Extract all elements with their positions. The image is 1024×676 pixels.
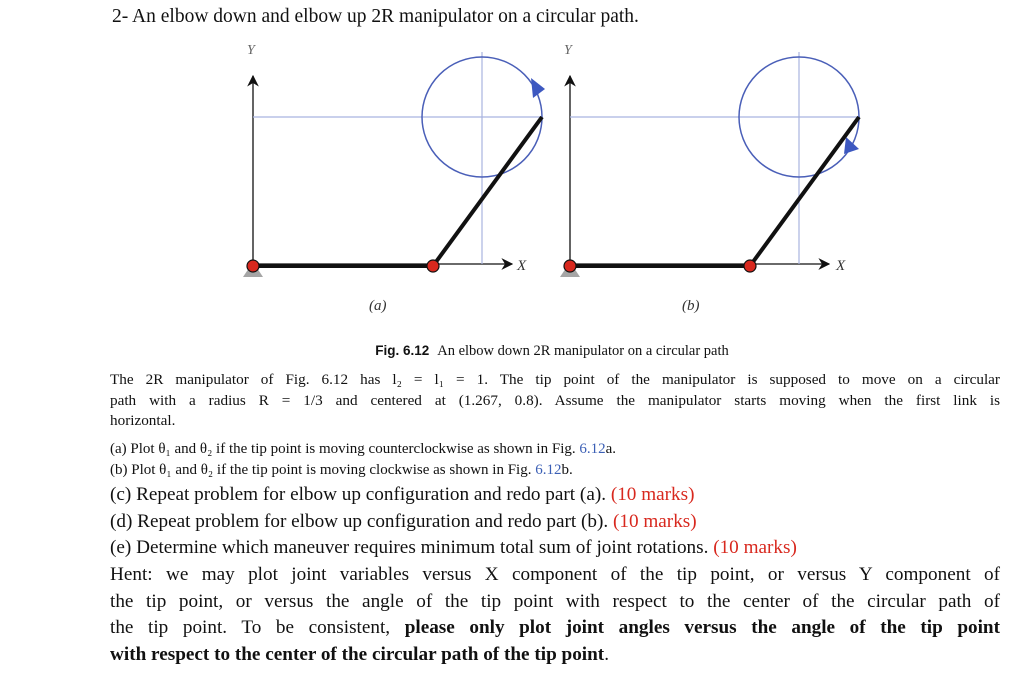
part-e-marks: (10 marks) [713, 537, 797, 558]
part-a [110, 441, 616, 458]
part-b-figure-link[interactable]: 6.12 [535, 462, 562, 478]
hint-line-3 [110, 615, 1000, 642]
joint-2-a [427, 260, 439, 272]
direction-arrow-cw-icon [844, 137, 859, 154]
hint-line-3-plain: the tip point. To be consistent, [110, 617, 391, 638]
hint-line-1: Hent: we may plot joint variables versus X component of the tip point, or versus Y component of [110, 564, 1000, 585]
part-c-text: (c) Repeat problem for elbow up configuration and redo part (a). [110, 484, 607, 505]
panel-label-a: (a) [369, 298, 387, 314]
panel-a [243, 43, 545, 314]
x-axis-label-a: X [517, 258, 527, 274]
joint-1-a [247, 260, 259, 272]
part-e-text: (e) Determine which maneuver requires minimum total sum of joint rotations. [110, 537, 709, 558]
caption-text: An elbow down 2R manipulator on a circular path [437, 343, 729, 359]
x-axis-label-b: X [836, 258, 846, 274]
link-2-a [433, 117, 542, 266]
part-b-text: (b) Plot θ₁ and θ₂ if the tip point is moving clockwise as shown in Fig. [110, 462, 532, 478]
y-axis-label-b: Y [564, 43, 572, 58]
hint-line-3-bold: please only plot joint angles versus the angle of the tip point [404, 617, 1000, 638]
part-b-suffix: b. [561, 462, 573, 478]
part-e [110, 537, 797, 559]
hint-line-4 [110, 642, 1000, 669]
problem-line-1: The 2R manipulator of Fig. 6.12 has l₂ = l₁ = 1. The tip point of the manipulator is supposed to move on a circular [110, 371, 1000, 388]
part-a-figure-link[interactable]: 6.12 [579, 441, 606, 457]
part-a-text: (a) Plot θ₁ and θ₂ if the tip point is moving counterclockwise as shown in Fig. [110, 441, 576, 457]
link-2-b [750, 117, 859, 266]
part-b [110, 462, 573, 479]
part-d [110, 511, 697, 533]
panel-label-b: (b) [682, 298, 700, 314]
hint-line-4-bold: with respect to the center of the circular path of the tip point [110, 643, 605, 665]
hint-paragraph [110, 562, 1000, 668]
problem-statement [110, 370, 1000, 432]
part-d-marks: (10 marks) [612, 511, 697, 532]
part-d-text: (d) Repeat problem for elbow up configuration and redo part (b). [110, 511, 609, 532]
joint-1-b [564, 260, 576, 272]
caption-label: Fig. 6.12 [375, 343, 430, 358]
panel-b [560, 43, 860, 314]
part-c-marks: (10 marks) [610, 484, 695, 505]
y-axis-label-a: Y [247, 43, 255, 58]
hint-line-2: the tip point, or versus the angle of the tip point with respect to the center of the circular path of [110, 590, 1000, 612]
problem-title: 2- An elbow down and elbow up 2R manipulator on a circular path. [112, 6, 639, 27]
figure-caption [0, 343, 1024, 360]
problem-line-2: path with a radius R = 1/3 and centered at (1.267, 0.8). Assume the manipulator starts moving when the first link is [110, 391, 1000, 409]
problem-line-3: horizontal. [110, 412, 176, 429]
part-c [110, 484, 694, 506]
part-a-suffix: a. [605, 441, 617, 457]
hint-line-4-end: . [604, 643, 609, 665]
joint-2-b [744, 260, 756, 272]
